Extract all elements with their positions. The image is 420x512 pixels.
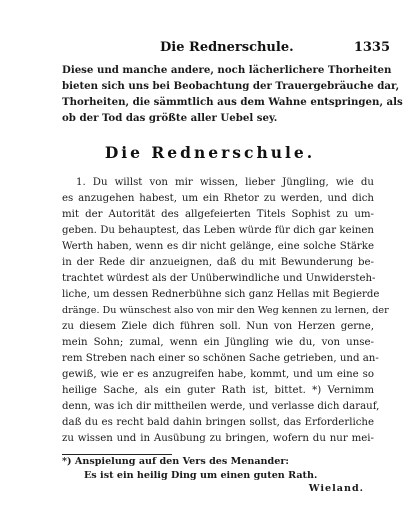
intro-line: Diese und manche andere, noch lächerlichere Thorheiten: [62, 64, 392, 76]
body-line: liche, um dessen Rednerbühne sich ganz Hellas mit Begierde: [62, 289, 380, 300]
body-line: es anzugehen habest, um ein Rhetor zu werden, und dich: [62, 193, 374, 204]
chapter-heading: Die Rednerschule.: [104, 143, 316, 162]
footnote-line: Es ist ein heilig Ding um einen guten Rath.: [84, 469, 318, 481]
intro-line: ob der Tod das größte aller Uebel sey.: [62, 112, 278, 124]
body-line: geben. Du behauptest, das Leben würde für dich gar keinen: [62, 225, 374, 236]
body-line: denn, was ich dir mittheilen werde, und verlasse dich darauf,: [62, 401, 380, 412]
body-line: zu wissen und in Ausübung zu bringen, wofern du nur mei-: [62, 433, 374, 444]
body-line: dränge. Du wünschest also von mir den Weg kennen zu lernen, der: [62, 305, 389, 316]
footnote: [62, 455, 374, 496]
body-line: mit der Autorität des allgefeierten Titels Sophist zu um-: [62, 209, 374, 220]
intro-line: bieten sich uns bei Beobachtung der Trauergebräuche dar,: [62, 80, 400, 92]
footnote-line: *) Anspielung auf den Vers des Menander:: [62, 456, 289, 467]
body-line: 1. Du willst von mir wissen, lieber Jüngling, wie du: [76, 177, 374, 188]
body-line: gewiß, wie er es anzugreifen habe, kommt, und um eine so: [62, 369, 374, 380]
body-paragraph: [62, 175, 389, 447]
footnote-signature: Wieland.: [308, 483, 364, 494]
running-head: [160, 40, 390, 55]
page-number: 1335: [353, 40, 390, 55]
intro-line: Thorheiten, die sämmtlich aus dem Wahne entspringen, als: [62, 96, 403, 108]
body-line: trachtet würdest als der Unüberwindliche und Unwidersteh-: [62, 273, 376, 284]
body-line: mein Sohn; zumal, wenn ein Jüngling wie du, von unse-: [62, 337, 374, 348]
body-line: in der Rede dir anzueignen, daß du mit Bewunderung be-: [62, 257, 374, 268]
body-line: daß du es recht bald dahin bringen sollst, das Erforderliche: [62, 417, 374, 428]
body-line: zu diesem Ziele dich führen soll. Nun von Herzen gerne,: [62, 321, 374, 332]
intro-paragraph: [62, 62, 403, 126]
body-line: heilige Sache, als ein guter Rath ist, bittet. *) Vernimm: [62, 385, 374, 396]
body-line: rem Streben nach einer so schönen Sache getrieben, und an-: [62, 353, 379, 364]
body-line: Werth haben, wenn es dir nicht gelänge, eine solche Stärke: [62, 241, 374, 252]
running-head-title: Die Rednerschule.: [160, 40, 294, 55]
